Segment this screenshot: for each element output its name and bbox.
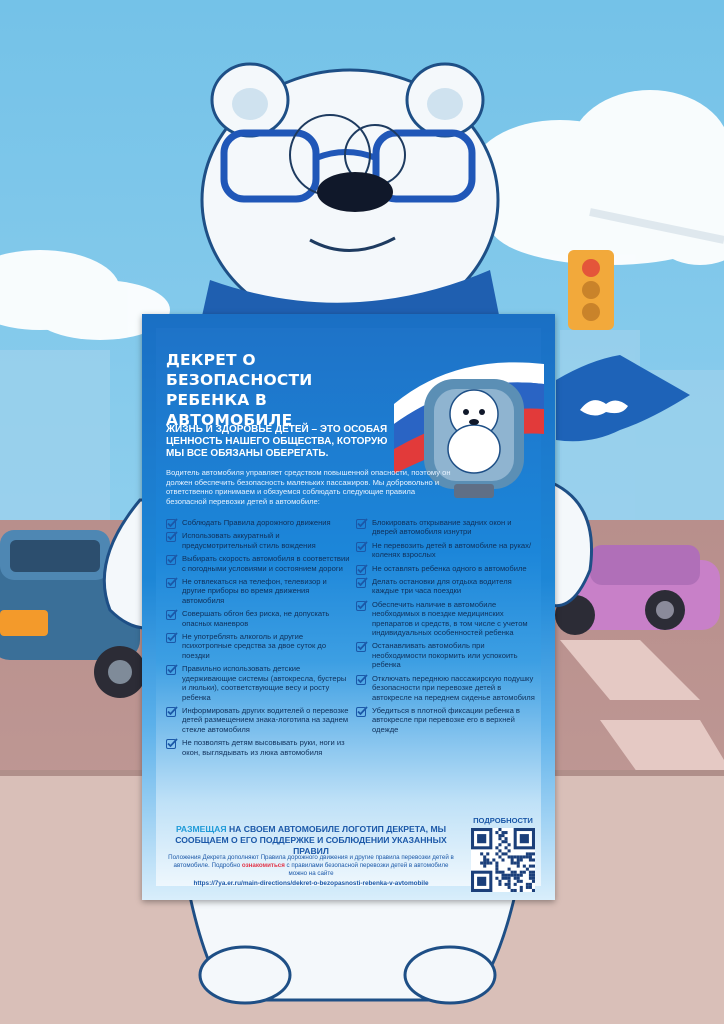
note-part-a: Положения Декрета дополняют Правила дорожного движения и другие правила перевозки детей в автомобиле. Подробно	[168, 854, 454, 869]
decree-poster	[142, 314, 555, 900]
checkmark-icon	[356, 674, 368, 685]
checkmark-icon	[356, 541, 368, 552]
rule-item	[356, 706, 536, 734]
note-part-b: с правилами безопасной перевозки детей в автомобиле можно на сайте	[284, 862, 449, 877]
checkmark-icon	[356, 518, 368, 529]
rule-text: Не позволять детям высовывать руки, ноги из окон, выглядывать из люка автомобиля	[182, 738, 345, 757]
rule-text: Не употреблять алкоголь и другие психотропные средства за двое суток до поездки	[182, 632, 327, 660]
checkmark-icon	[356, 577, 368, 588]
rule-text: Останавливать автомобиль при необходимости покормить или успокоить ребенка	[372, 641, 518, 670]
note-highlight: ознакомиться	[241, 862, 285, 869]
rule-item	[356, 577, 536, 596]
rule-text: Совершать обгон без риска, не допускать опасных маневров	[182, 609, 330, 628]
rule-text: Не перевозить детей в автомобиле на руках/коленях взрослых	[372, 540, 532, 560]
checkmark-icon	[166, 518, 178, 529]
rule-text: Делать остановки для отдыха водителя каждые три часа поездки	[372, 577, 512, 596]
rule-item	[166, 531, 352, 550]
rule-item	[356, 641, 536, 669]
rule-text: Информировать других водителей о перевозке детей размещением знака-логотипа на заднем стекле автомобиля	[182, 705, 349, 734]
rule-item	[166, 609, 352, 628]
rule-item	[356, 541, 536, 560]
rule-item	[166, 554, 352, 573]
poster-bottom-statement	[166, 824, 456, 857]
rule-item	[166, 664, 352, 702]
rule-text: Не отвлекаться на телефон, телевизор и другие приборы во время движения автомобиля	[182, 577, 327, 605]
poster-inner	[156, 328, 541, 886]
rule-item	[356, 674, 536, 702]
checkmark-icon	[356, 600, 368, 611]
checkmark-icon	[166, 554, 178, 565]
rule-text: Выбирать скорость автомобиля в соответствии с погодными условиями и состоянием дороги	[182, 554, 350, 573]
rule-text: Правильно использовать детские удерживающие системы (автокресла, бустеры и люльки), соответствующие весу и росту ребенка	[182, 664, 347, 702]
bottom-highlight: РАЗМЕЩАЯ	[175, 824, 227, 834]
rule-text: Соблюдать Правила дорожного движения	[182, 518, 331, 527]
poster-url[interactable]: https://7ya.er.ru/main-directions/dekret-o-bezopasnosti-rebenka-v-avtomobile	[193, 880, 429, 887]
rule-text: Убедиться в плотной фиксации ребенка в автокресле при перевозке его в верхней одежде	[372, 705, 520, 734]
qr-code[interactable]	[471, 828, 535, 892]
rule-text: Не оставлять ребенка одного в автомобиле	[372, 563, 527, 573]
poster-note	[168, 854, 454, 878]
poster-subtitle: ЖИЗНЬ И ЗДОРОВЬЕ ДЕТЕЙ – ЭТО ОСОБАЯ ЦЕННОСТЬ НАШЕГО ОБЩЕСТВА, КОТОРУЮ МЫ ВСЕ ОБЯЗАНЫ ОБЕРЕГАТЬ.	[166, 424, 388, 459]
rule-item	[356, 518, 536, 537]
checkmark-icon	[356, 641, 368, 652]
rule-text: Обеспечить наличие в автомобиле необходимых в поездке медицинских препаратов и средств, в том числе с учетом индивидуальных особенностей ребенка	[372, 599, 528, 638]
rule-item	[166, 518, 352, 527]
rule-item	[166, 577, 352, 605]
checkmark-icon	[166, 706, 178, 717]
checkmark-icon	[166, 577, 178, 588]
bottom-rest: НА СВОЕМ АВТОМОБИЛЕ ЛОГОТИП ДЕКРЕТА, МЫ СООБЩАЕМ О ЕГО ПОДДЕРЖКЕ И СОБЛЮДЕНИИ УКАЗАННЫХ ПРАВИЛ	[175, 824, 447, 856]
checkmark-icon	[356, 564, 368, 575]
poster-intro: Водитель автомобиля управляет средством повышенной опасности, поэтому он должен обеспечить безопасность маленьких пассажиров. Мы добровольно и ответственно принимаем и обязуемся соблюдать следующие правила безопасной перевозки детей в автомобиле:	[166, 468, 451, 506]
checkmark-icon	[166, 632, 178, 643]
more-label: ПОДРОБНОСТИ	[473, 816, 533, 825]
rule-text: Блокировать открывание задних окон и дверей автомобиля изнутри	[372, 518, 512, 537]
rule-item	[166, 632, 352, 660]
checkmark-icon	[166, 664, 178, 675]
rules-column-right	[356, 518, 536, 738]
checkmark-icon	[166, 531, 178, 542]
checkmark-icon	[356, 706, 368, 717]
rules-column-left	[166, 518, 352, 761]
checkmark-icon	[166, 609, 178, 620]
checkmark-icon	[166, 738, 178, 749]
poster-title: ДЕКРЕТ О БЕЗОПАСНОСТИ РЕБЕНКА В АВТОМОБИЛЕ	[166, 351, 313, 429]
rule-item	[166, 738, 352, 757]
rule-item	[166, 706, 352, 734]
rule-item	[356, 600, 536, 638]
rule-text: Отключать переднюю пассажирскую подушку безопасности при перевозке детей в автокресле на переднем сиденье автомобиля	[372, 673, 535, 702]
rule-item	[356, 564, 536, 573]
rule-text: Использовать аккуратный и предусмотрительный стиль вождения	[182, 531, 316, 550]
